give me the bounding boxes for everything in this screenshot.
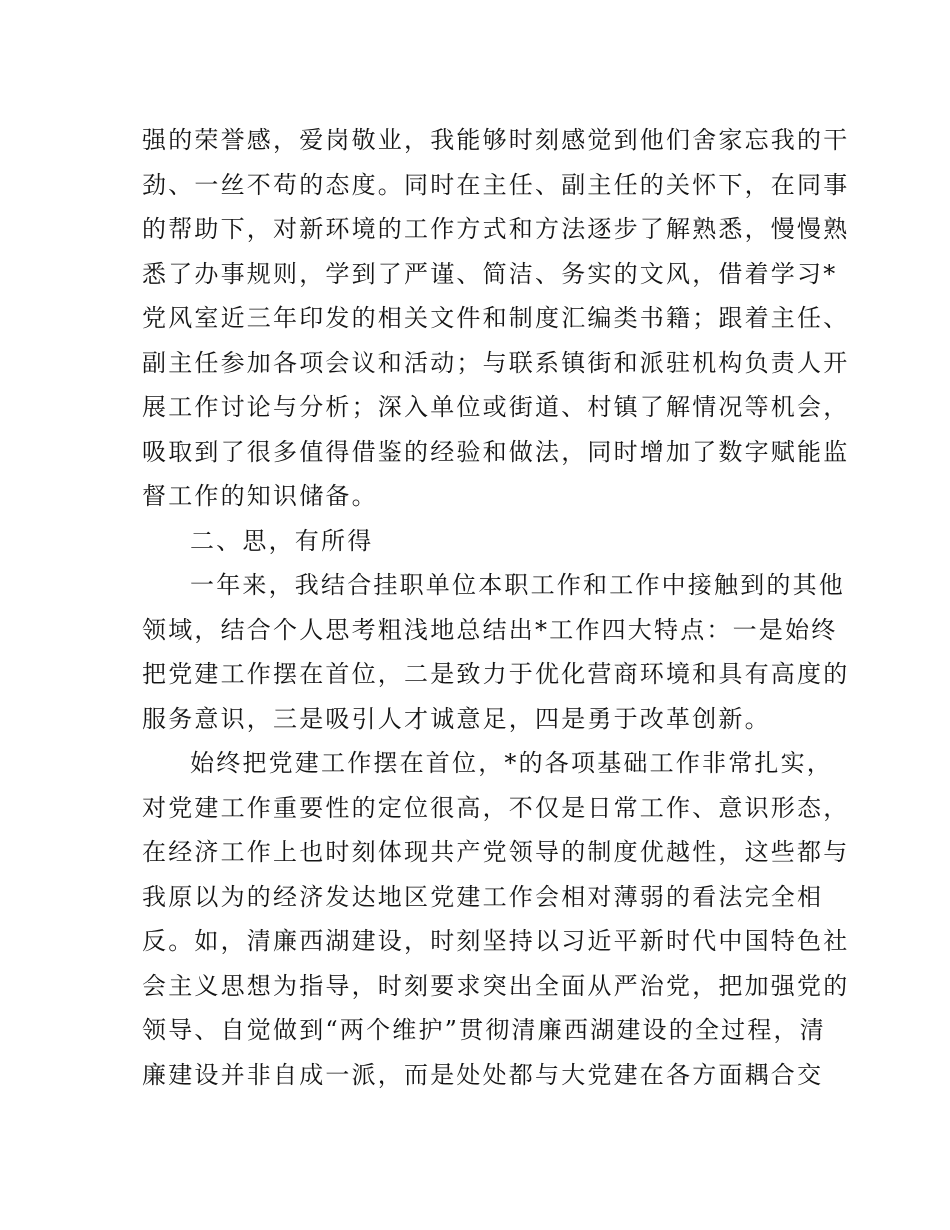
text-line: 我原以为的经济发达地区党建工作会相对薄弱的看法完全相 [142, 882, 824, 911]
document-body [142, 118, 850, 1097]
text-line: 劲、一丝不苟的态度。同时在主任、副主任的关怀下，在同事 [142, 170, 850, 199]
text-line: 服务意识，三是吸引人才诚意足，四是勇于改革创新。 [142, 704, 771, 733]
text-line: 吸取到了很多值得借鉴的经验和做法，同时增加了数字赋能监 [142, 437, 850, 466]
text-line: 督工作的知识储备。 [142, 482, 378, 510]
text-line: 展工作讨论与分析；深入单位或街道、村镇了解情况等机会， [142, 393, 850, 421]
text-line: 强的荣誉感，爱岗敬业，我能够时刻感觉到他们舍家忘我的干 [142, 126, 850, 154]
text-line: 悉了办事规则，学到了严谨、简洁、务实的文风，借着学习* [142, 259, 838, 288]
text-line: 反。如，清廉西湖建设，时刻坚持以习近平新时代中国特色社 [142, 927, 850, 955]
text-line: 党风室近三年印发的相关文件和制度汇编类书籍；跟着主任、 [142, 304, 850, 332]
text-line: 领导、自觉做到“两个维护”贯彻清廉西湖建设的全过程，清 [142, 1016, 826, 1044]
paragraph-4 [142, 741, 850, 1097]
text-line: 把党建工作摆在首位，二是致力于优化营商环境和具有高度的 [142, 660, 850, 688]
paragraph-1 [142, 118, 850, 519]
text-line: 在经济工作上也时刻体现共产党领导的制度优越性，这些都与 [142, 838, 850, 866]
text-line: 一年来，我结合挂职单位本职工作和工作中接触到的其他 [190, 571, 845, 599]
text-line: 领域，结合个人思考粗浅地总结出*工作四大特点：一是始终 [142, 615, 838, 644]
paragraph-3 [142, 563, 850, 741]
section-heading [142, 519, 810, 564]
text-line: 会主义思想为指导，时刻要求突出全面从严治党，把加强党的 [142, 971, 850, 1000]
text-line: 副主任参加各项会议和活动；与联系镇街和派驻机构负责人开 [142, 348, 850, 377]
text-line: 的帮助下，对新环境的工作方式和方法逐步了解熟悉，慢慢熟 [142, 215, 850, 243]
text-line: 对党建工作重要性的定位很高，不仅是日常工作、意识形态， [142, 793, 850, 822]
heading-text: 二、思，有所得 [190, 526, 374, 555]
text-line: 始终把党建工作摆在首位，*的各项基础工作非常扎实， [190, 749, 833, 777]
text-line: 廉建设并非自成一派，而是处处都与大党建在各方面耦合交 [142, 1060, 824, 1089]
